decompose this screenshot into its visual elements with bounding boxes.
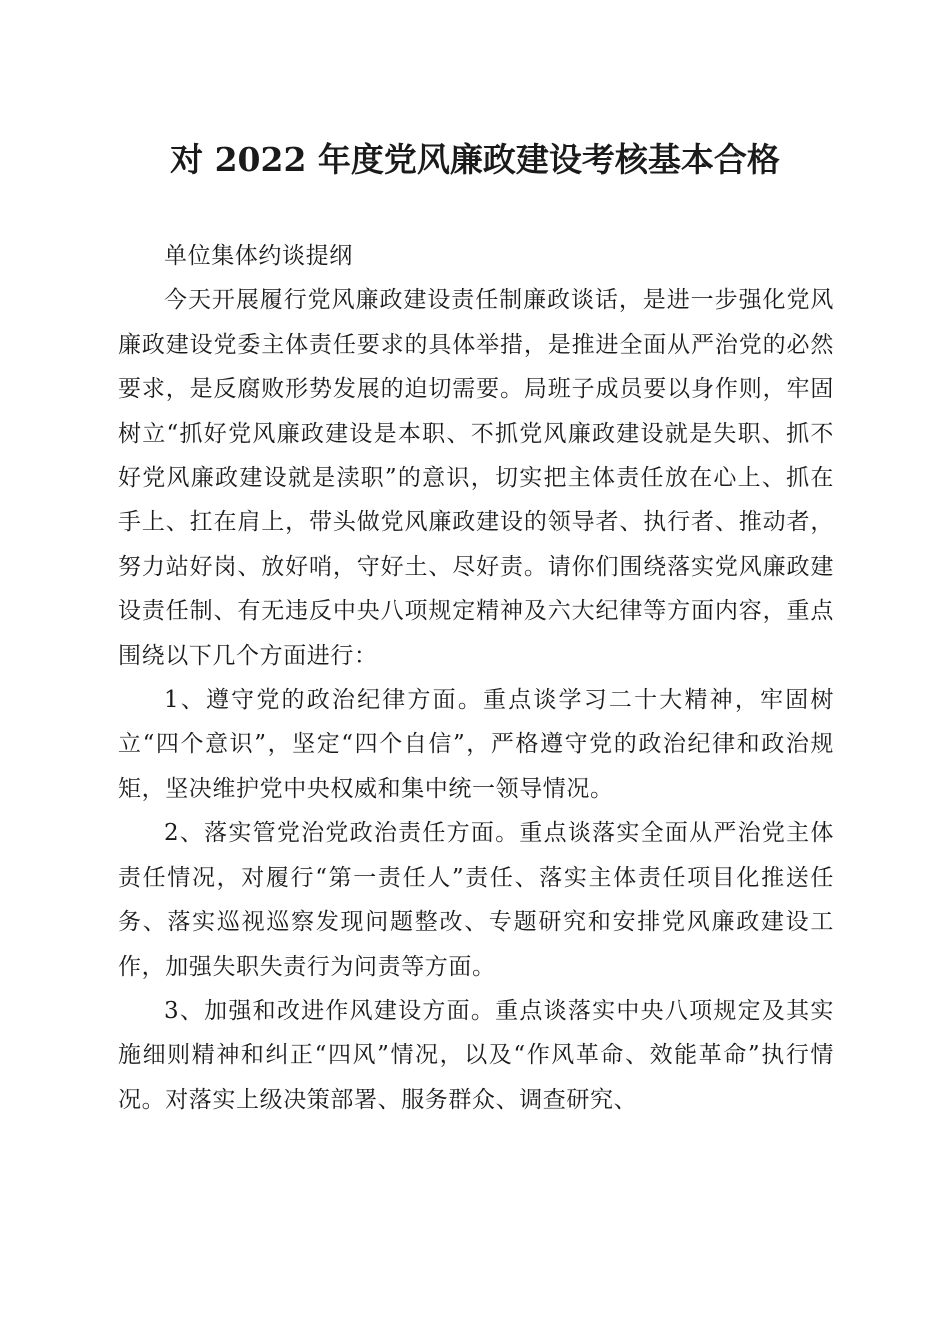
document-title: 对 2022 年度党风廉政建设考核基本合格: [170, 140, 780, 179]
document-subtitle: 单位集体约谈提纲: [164, 243, 353, 269]
paragraph-item-1: 1、遵守党的政治纪律方面。重点谈学习二十大精神，牢固树立“四个意识”，坚定“四个自信”，严格遵守党的政治纪律和政治规矩，坚决维护党中央权威和集中统一领导情况。: [118, 687, 834, 802]
paragraph-item-3: 3、加强和改进作风建设方面。重点谈落实中央八项规定及其实施细则精神和纠正“四风”情况，以及“作风革命、效能革命”执行情况。对落实上级决策部署、服务群众、调查研究、: [118, 997, 834, 1113]
document-body: [118, 234, 834, 1122]
paragraph-item-2: 2、落实管党治党政治责任方面。重点谈落实全面从严治党主体责任情况，对履行“第一责任人”责任、落实主体责任项目化推送任务、落实巡视巡察发现问题整改、专题研究和安排党风廉政建设工作，加强失职失责行为问责等方面。: [118, 820, 834, 980]
paragraph-intro: 今天开展履行党风廉政建设责任制廉政谈话，是进一步强化党风廉政建设党委主体责任要求的具体举措，是推进全面从严治党的必然要求，是反腐败形势发展的迫切需要。局班子成员要以身作则，牢固树立“抓好党风廉政建设是本职、不抓党风廉政建设就是失职、抓不好党风廉政建设就是渎职”的意识，切实把主体责任放在心上、抓在手上、扛在肩上，带头做党风廉政建设的领导者、执行者、推动者，努力站好岗、放好哨，守好土、尽好责。请你们围绕落实党风廉政建设责任制、有无违反中央八项规定精神及六大纪律等方面内容，重点围绕以下几个方面进行：: [118, 287, 834, 669]
